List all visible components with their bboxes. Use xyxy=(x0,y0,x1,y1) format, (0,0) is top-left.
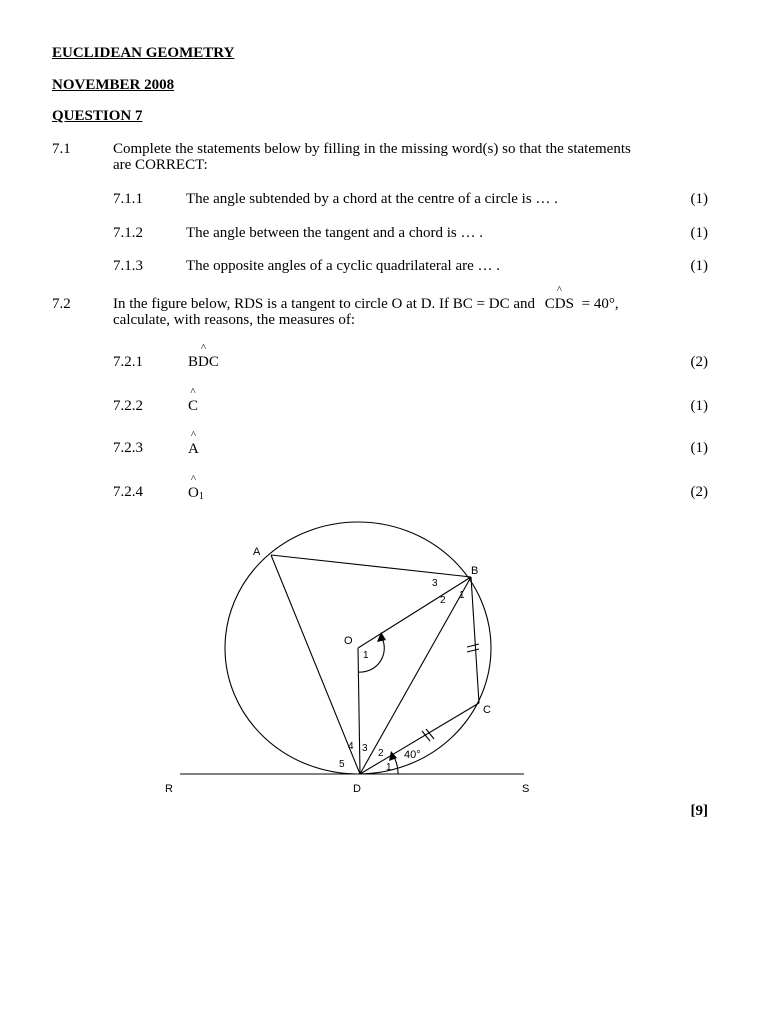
subject-heading: EUCLIDEAN GEOMETRY xyxy=(52,45,235,61)
chord-ab xyxy=(271,555,471,577)
angle-label-cds: 40° xyxy=(404,749,421,761)
angle-label-b1: 1 xyxy=(459,590,465,601)
o1-subscript: 1 xyxy=(198,491,204,502)
q713-number: 7.1.3 xyxy=(113,258,143,274)
q713-text: The opposite angles of a cyclic quadrilateral are … . xyxy=(186,258,501,274)
question-heading: QUESTION 7 xyxy=(52,108,143,124)
chord-bc xyxy=(471,577,479,703)
point-label-a: A xyxy=(253,546,261,558)
c-angle: ^ C xyxy=(188,398,198,415)
point-label-b: B xyxy=(471,565,479,577)
bc-tick-1 xyxy=(467,644,479,647)
q72-line1-part2: = 40°, xyxy=(581,296,619,312)
point-label-r: R xyxy=(165,783,173,795)
q713-marks: (1) xyxy=(690,258,708,274)
angle-label-b2: 2 xyxy=(440,595,446,606)
q721-marks: (2) xyxy=(690,354,708,370)
angle-label-d2: 2 xyxy=(378,748,384,759)
angle-label-o1: 1 xyxy=(363,650,369,661)
bc-tick-2 xyxy=(467,649,479,652)
total-marks: [9] xyxy=(690,803,708,819)
q723-number: 7.2.3 xyxy=(113,440,143,456)
o1-angle: ^ O xyxy=(188,485,199,502)
q721-number: 7.2.1 xyxy=(113,354,143,370)
q723-marks: (1) xyxy=(690,440,708,456)
angle-label-b3: 3 xyxy=(432,578,438,589)
q722-number: 7.2.2 xyxy=(113,398,143,414)
q711-marks: (1) xyxy=(690,191,708,207)
radius-od xyxy=(358,648,360,774)
q72-line1-part1: In the figure below, RDS is a tangent to circle O at D. If BC = DC and xyxy=(113,296,535,312)
point-label-o: O xyxy=(344,635,353,647)
q724-marks: (2) xyxy=(690,484,708,500)
bdc-angle: ^ BDC xyxy=(188,354,219,371)
q711-number: 7.1.1 xyxy=(113,191,143,207)
q71-number: 7.1 xyxy=(52,141,71,157)
point-label-d: D xyxy=(353,783,361,795)
q72-number: 7.2 xyxy=(52,296,71,312)
q712-marks: (1) xyxy=(690,225,708,241)
q722-marks: (1) xyxy=(690,398,708,414)
q712-text: The angle between the tangent and a chord is … . xyxy=(186,225,483,241)
chord-ad xyxy=(271,555,360,774)
q712-number: 7.1.2 xyxy=(113,225,143,241)
angle-o1-arc xyxy=(358,636,384,672)
session-heading: NOVEMBER 2008 xyxy=(52,77,175,93)
q71-instruction-line1: Complete the statements below by filling in the missing word(s) so that the statements xyxy=(113,141,631,157)
a-angle: ^ A xyxy=(188,441,199,458)
point-label-c: C xyxy=(483,704,491,716)
angle-label-d3: 3 xyxy=(362,743,368,754)
q724-number: 7.2.4 xyxy=(113,484,143,500)
angle-o1-arrowhead xyxy=(377,632,386,642)
q711-text: The angle subtended by a chord at the centre of a circle is … . xyxy=(186,191,558,207)
chord-bd xyxy=(360,577,471,774)
q71-instruction-line2: are CORRECT: xyxy=(113,157,208,173)
radius-ob xyxy=(358,577,471,648)
point-label-s: S xyxy=(522,783,530,795)
cds-angle: ^ CDS xyxy=(545,296,574,313)
angle-label-d4: 4 xyxy=(348,741,354,752)
q72-instruction-line2: calculate, with reasons, the measures of: xyxy=(113,312,355,328)
angle-label-d5: 5 xyxy=(339,759,345,770)
chord-cd xyxy=(360,703,479,774)
angle-label-d1: 1 xyxy=(386,762,392,773)
